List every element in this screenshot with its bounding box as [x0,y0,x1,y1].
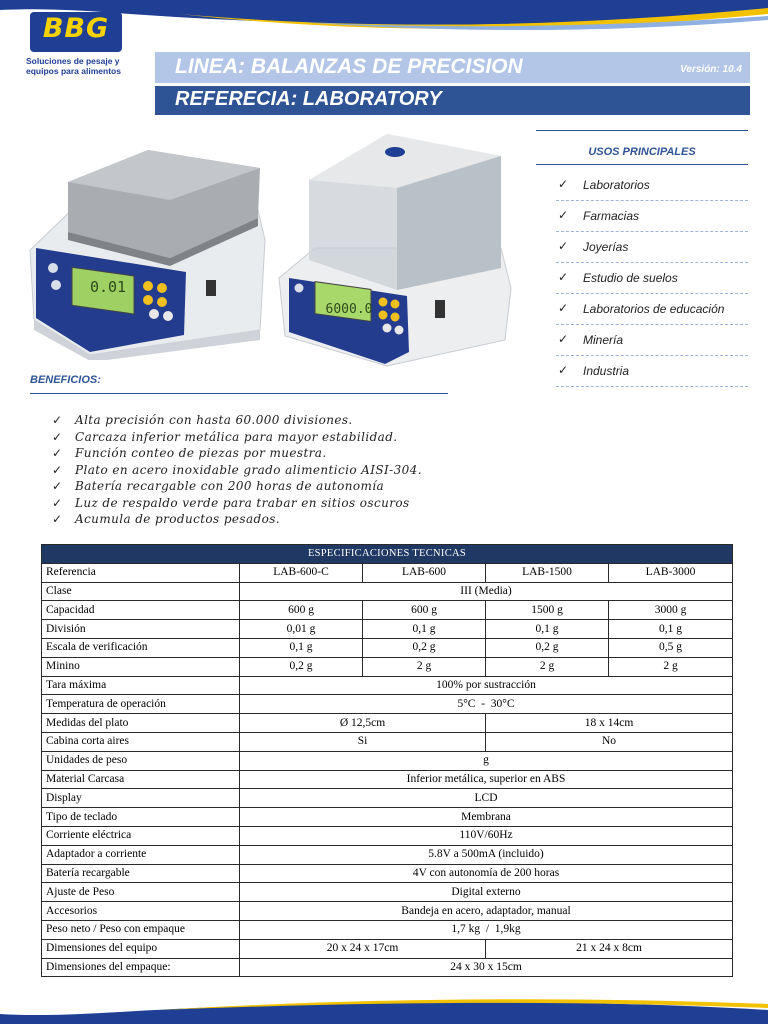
cell: LAB-3000 [609,563,733,582]
cell: 0,5 g [609,638,733,657]
cell: LCD [240,789,733,808]
row-label: Material Carcasa [42,770,240,789]
beneficio-text: Luz de respaldo verde para trabar en sitios oscuros [75,495,410,510]
table-row [42,845,733,864]
table-row [42,563,733,582]
cell: LAB-1500 [486,563,609,582]
row-label: Batería recargable [42,864,240,883]
table-row [42,770,733,789]
table-row [42,789,733,808]
table-row [42,826,733,845]
cell: Ø 12,5cm [240,714,486,733]
cell: 0,1 g [609,620,733,639]
bbg-logo [26,12,126,78]
line-header-bar [155,52,750,83]
cell: 600 g [363,601,486,620]
check-icon: ✓ [558,208,569,222]
cell: 21 x 24 x 8cm [486,939,733,958]
usos-item [556,325,748,356]
table-row [42,657,733,676]
row-label: División [42,620,240,639]
row-label: Temperatura de operación [42,695,240,714]
usos-top-rule [536,130,748,131]
line-title: LINEA: BALANZAS DE PRECISION [175,55,523,78]
row-label: Dimensiones del empaque: [42,958,240,977]
scale-image-lab-600 [20,140,270,360]
beneficio-text: Acumula de productos pesados. [75,512,280,526]
specs-title: ESPECIFICACIONES TECNICAS [42,545,733,564]
cell: LAB-600 [363,563,486,582]
cell: Digital externo [240,883,733,902]
cell: III (Media) [240,582,733,601]
table-row [42,864,733,883]
table-row [42,676,733,695]
cell: 100% por sustracción [240,676,733,695]
cell: 2 g [609,657,733,676]
cell: Membrana [240,808,733,827]
specs-table [41,544,733,977]
usos-item-label: Farmacias [583,209,640,223]
check-icon: ✓ [558,301,569,315]
table-row [42,714,733,733]
row-label: Cabina corta aires [42,732,240,751]
check-icon: ✓ [52,462,63,477]
cell: 0,1 g [363,620,486,639]
cell: g [240,751,733,770]
beneficio-text: Plato en acero inoxidable grado alimenticio AISI-304. [75,462,422,477]
check-icon: ✓ [52,446,63,460]
specs-header-row [42,545,733,564]
table-row [42,958,733,977]
beneficios-title: BENEFICIOS: [30,374,101,386]
row-label: Dimensiones del equipo [42,939,240,958]
row-label: Unidades de peso [42,751,240,770]
usos-item-label: Joyerías [583,240,629,254]
footer-swoosh [0,996,768,1024]
check-icon: ✓ [52,495,63,510]
table-row [42,920,733,939]
beneficio-text: Carcaza inferior metálica para mayor estabilidad. [75,429,398,444]
cell: 3000 g [609,601,733,620]
row-label: Adaptador a corriente [42,845,240,864]
cell: 0,1 g [486,620,609,639]
cell: Bandeja en acero, adaptador, manual [240,902,733,921]
row-label: Minino [42,657,240,676]
row-label: Ajuste de Peso [42,883,240,902]
cell: 0,2 g [240,657,363,676]
usos-item [556,294,748,325]
table-row [42,808,733,827]
row-label: Referencia [42,563,240,582]
usos-title: USOS PRINCIPALES [588,146,696,158]
check-icon: ✓ [52,512,63,526]
row-label: Clase [42,582,240,601]
check-icon: ✓ [558,270,569,284]
cell: LAB-600-C [240,563,363,582]
table-row [42,620,733,639]
table-row [42,638,733,657]
cell: 0,1 g [240,638,363,657]
check-icon: ✓ [558,332,569,346]
cell: 4V con autonomía de 200 horas [240,864,733,883]
scale-2-readout: 6000.0 [325,302,373,317]
check-icon: ✓ [558,363,569,377]
row-label: Peso neto / Peso con empaque [42,920,240,939]
check-icon: ✓ [52,479,63,493]
table-row [42,751,733,770]
cell: 5°C - 30°C [240,695,733,714]
usos-item [556,232,748,263]
usos-item [556,170,748,201]
cell: 24 x 30 x 15cm [240,958,733,977]
table-row [42,582,733,601]
cell: 0,2 g [486,638,609,657]
table-row [42,902,733,921]
row-label: Escala de verificación [42,638,240,657]
row-label: Capacidad [42,601,240,620]
table-row [42,695,733,714]
logo-text: BBG [42,13,110,44]
usos-item-label: Minería [583,333,624,347]
cell: 600 g [240,601,363,620]
cell: 18 x 14cm [486,714,733,733]
cell: Si [240,732,486,751]
check-icon: ✓ [52,429,63,444]
table-row [42,939,733,958]
cell: 1,7 kg / 1,9kg [240,920,733,939]
usos-title-rule [536,164,748,165]
row-label: Tara máxima [42,676,240,695]
cell: Inferior metálica, superior en ABS [240,770,733,789]
cell: 2 g [363,657,486,676]
usos-list [556,170,748,387]
cell: 110V/60Hz [240,826,733,845]
cell: 0,01 g [240,620,363,639]
cell: No [486,732,733,751]
scale-1-readout: 0.01 [89,278,127,296]
reference-header-bar [155,86,750,115]
row-label: Accesorios [42,902,240,921]
usos-item-label: Estudio de suelos [583,271,678,285]
beneficio-text: Función conteo de piezas por muestra. [75,446,327,460]
usos-item [556,356,748,387]
cell: 20 x 24 x 17cm [240,939,486,958]
check-icon: ✓ [558,177,569,191]
tagline-line-2: equipos para alimentos [26,66,121,76]
table-row [42,732,733,751]
beneficio-text: Alta precisión con hasta 60.000 divisiones. [75,413,353,427]
tagline-line-1: Soluciones de pesaje y [26,56,120,66]
usos-item-label: Laboratorios de educación [583,302,725,316]
usos-item [556,201,748,232]
cell: 5.8V a 500mA (incluido) [240,845,733,864]
table-row [42,601,733,620]
usos-item-label: Industria [583,364,630,378]
usos-item-label: Laboratorios [583,178,650,192]
check-icon: ✓ [52,413,63,427]
version-label: Versión: 10.4 [680,64,742,75]
beneficio-text: Batería recargable con 200 horas de autonomía [75,479,385,493]
row-label: Medidas del plato [42,714,240,733]
cell: 1500 g [486,601,609,620]
row-label: Display [42,789,240,808]
table-row [42,883,733,902]
row-label: Corriente eléctrica [42,826,240,845]
beneficios-rule [30,393,448,394]
reference-title: REFERECIA: LABORATORY [175,88,442,110]
logo-tagline [26,56,136,76]
usos-item [556,263,748,294]
check-icon: ✓ [558,239,569,253]
scale-image-lab-600-c [275,128,520,368]
row-label: Tipo de teclado [42,808,240,827]
cell: 2 g [486,657,609,676]
cell: 0,2 g [363,638,486,657]
